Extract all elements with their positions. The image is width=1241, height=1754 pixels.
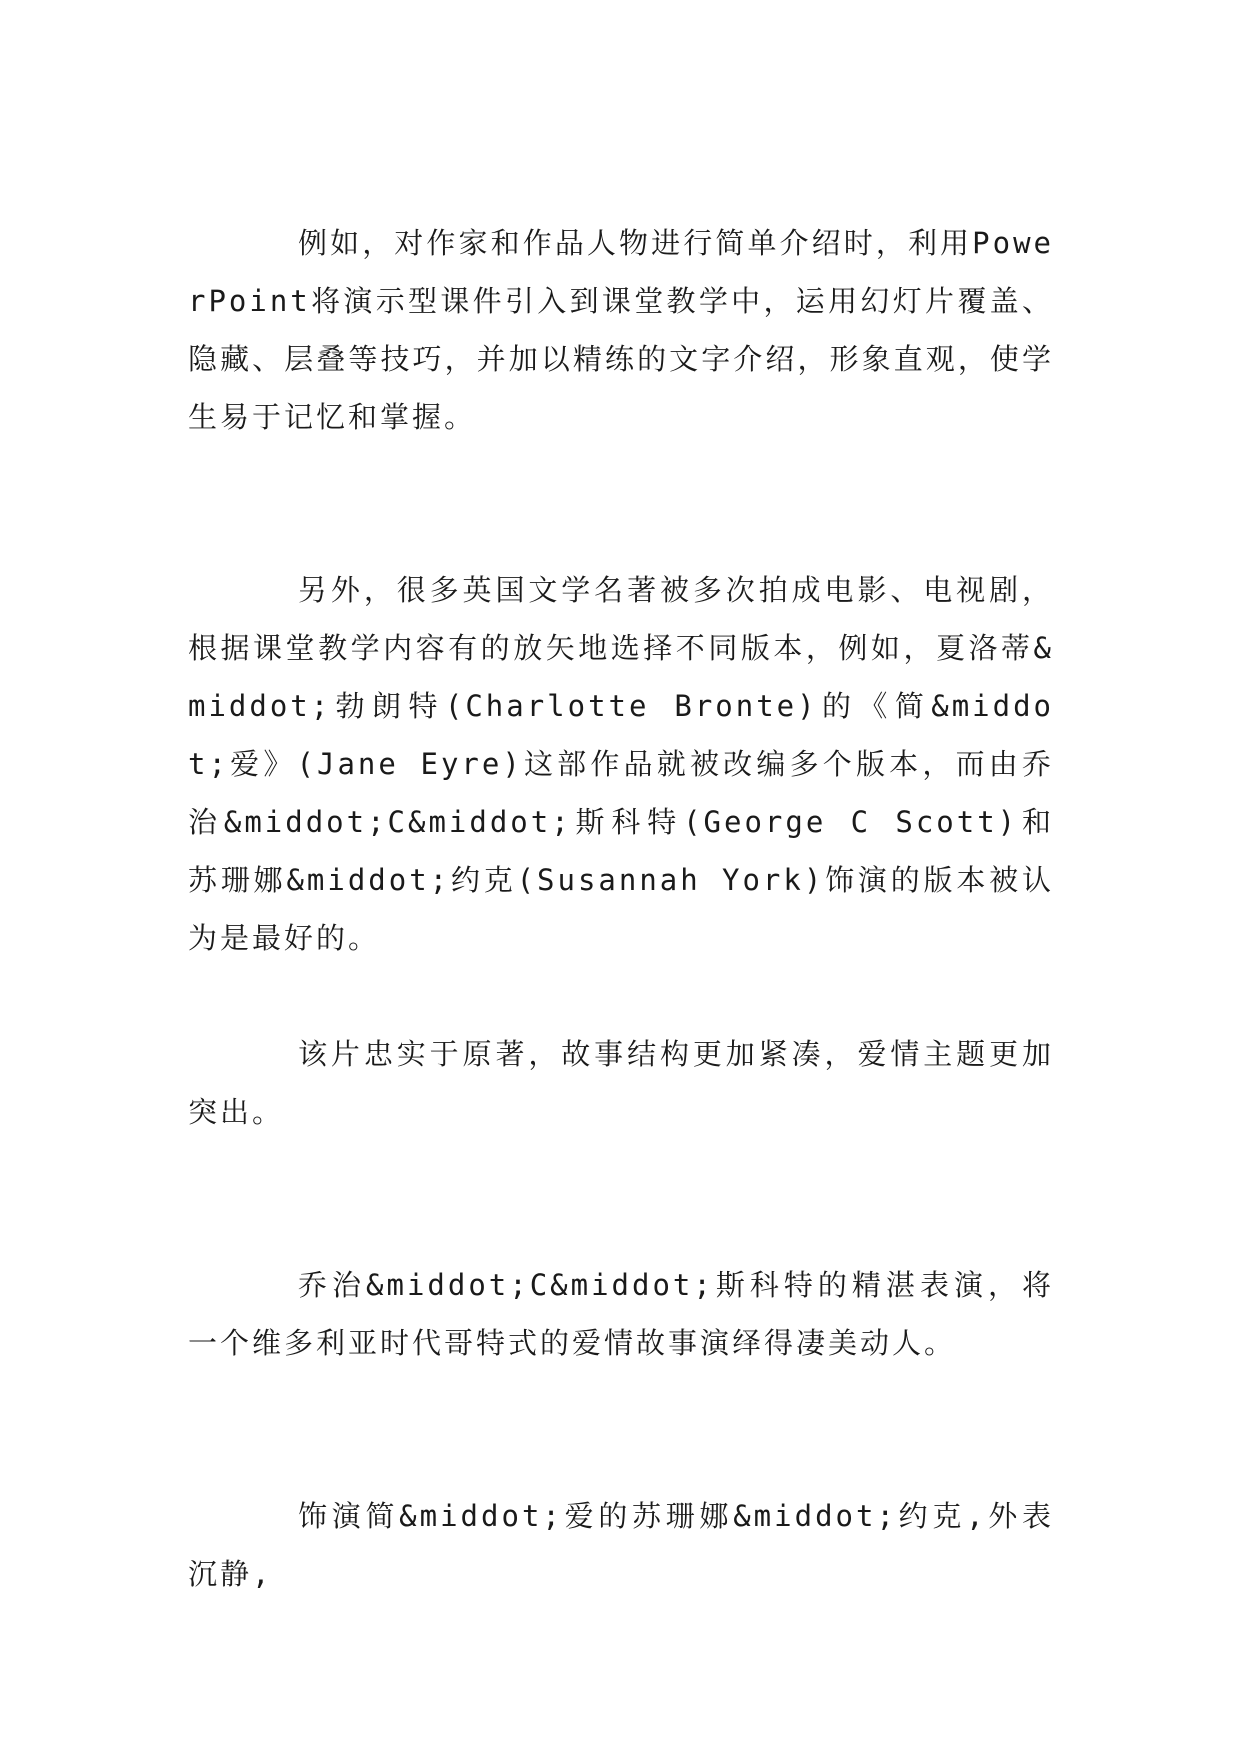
- paragraph-3: 该片忠实于原著，故事结构更加紧凑，爱情主题更加突出。: [188, 1037, 1054, 1129]
- paragraph-4: 乔治&middot;C&middot;斯科特的精湛表演，将一个维多利亚时代哥特式的爱情故事演绎得凄美动人。: [188, 1268, 1054, 1360]
- paragraph-5: 饰演简&middot;爱的苏珊娜&middot;约克,外表沉静,: [188, 1499, 1054, 1591]
- paragraph-2: 另外，很多英国文学名著被多次拍成电影、电视剧，根据课堂教学内容有的放矢地选择不同版本，例如，夏洛蒂&middot;勃朗特(Charlotte Bronte)的《简&middot;爱》(Jane Eyre)这部作品就被改编多个版本，而由乔治&middot;C&middot;斯科特(George C Scott)和苏珊娜&middot;约克(Susannah York)饰演的版本被认为是最好的。: [188, 573, 1054, 955]
- paragraph-1: 例如，对作家和作品人物进行简单介绍时，利用PowerPoint将演示型课件引入到课堂教学中，运用幻灯片覆盖、隐藏、层叠等技巧，并加以精练的文字介绍，形象直观，使学生易于记忆和掌握。: [188, 226, 1054, 434]
